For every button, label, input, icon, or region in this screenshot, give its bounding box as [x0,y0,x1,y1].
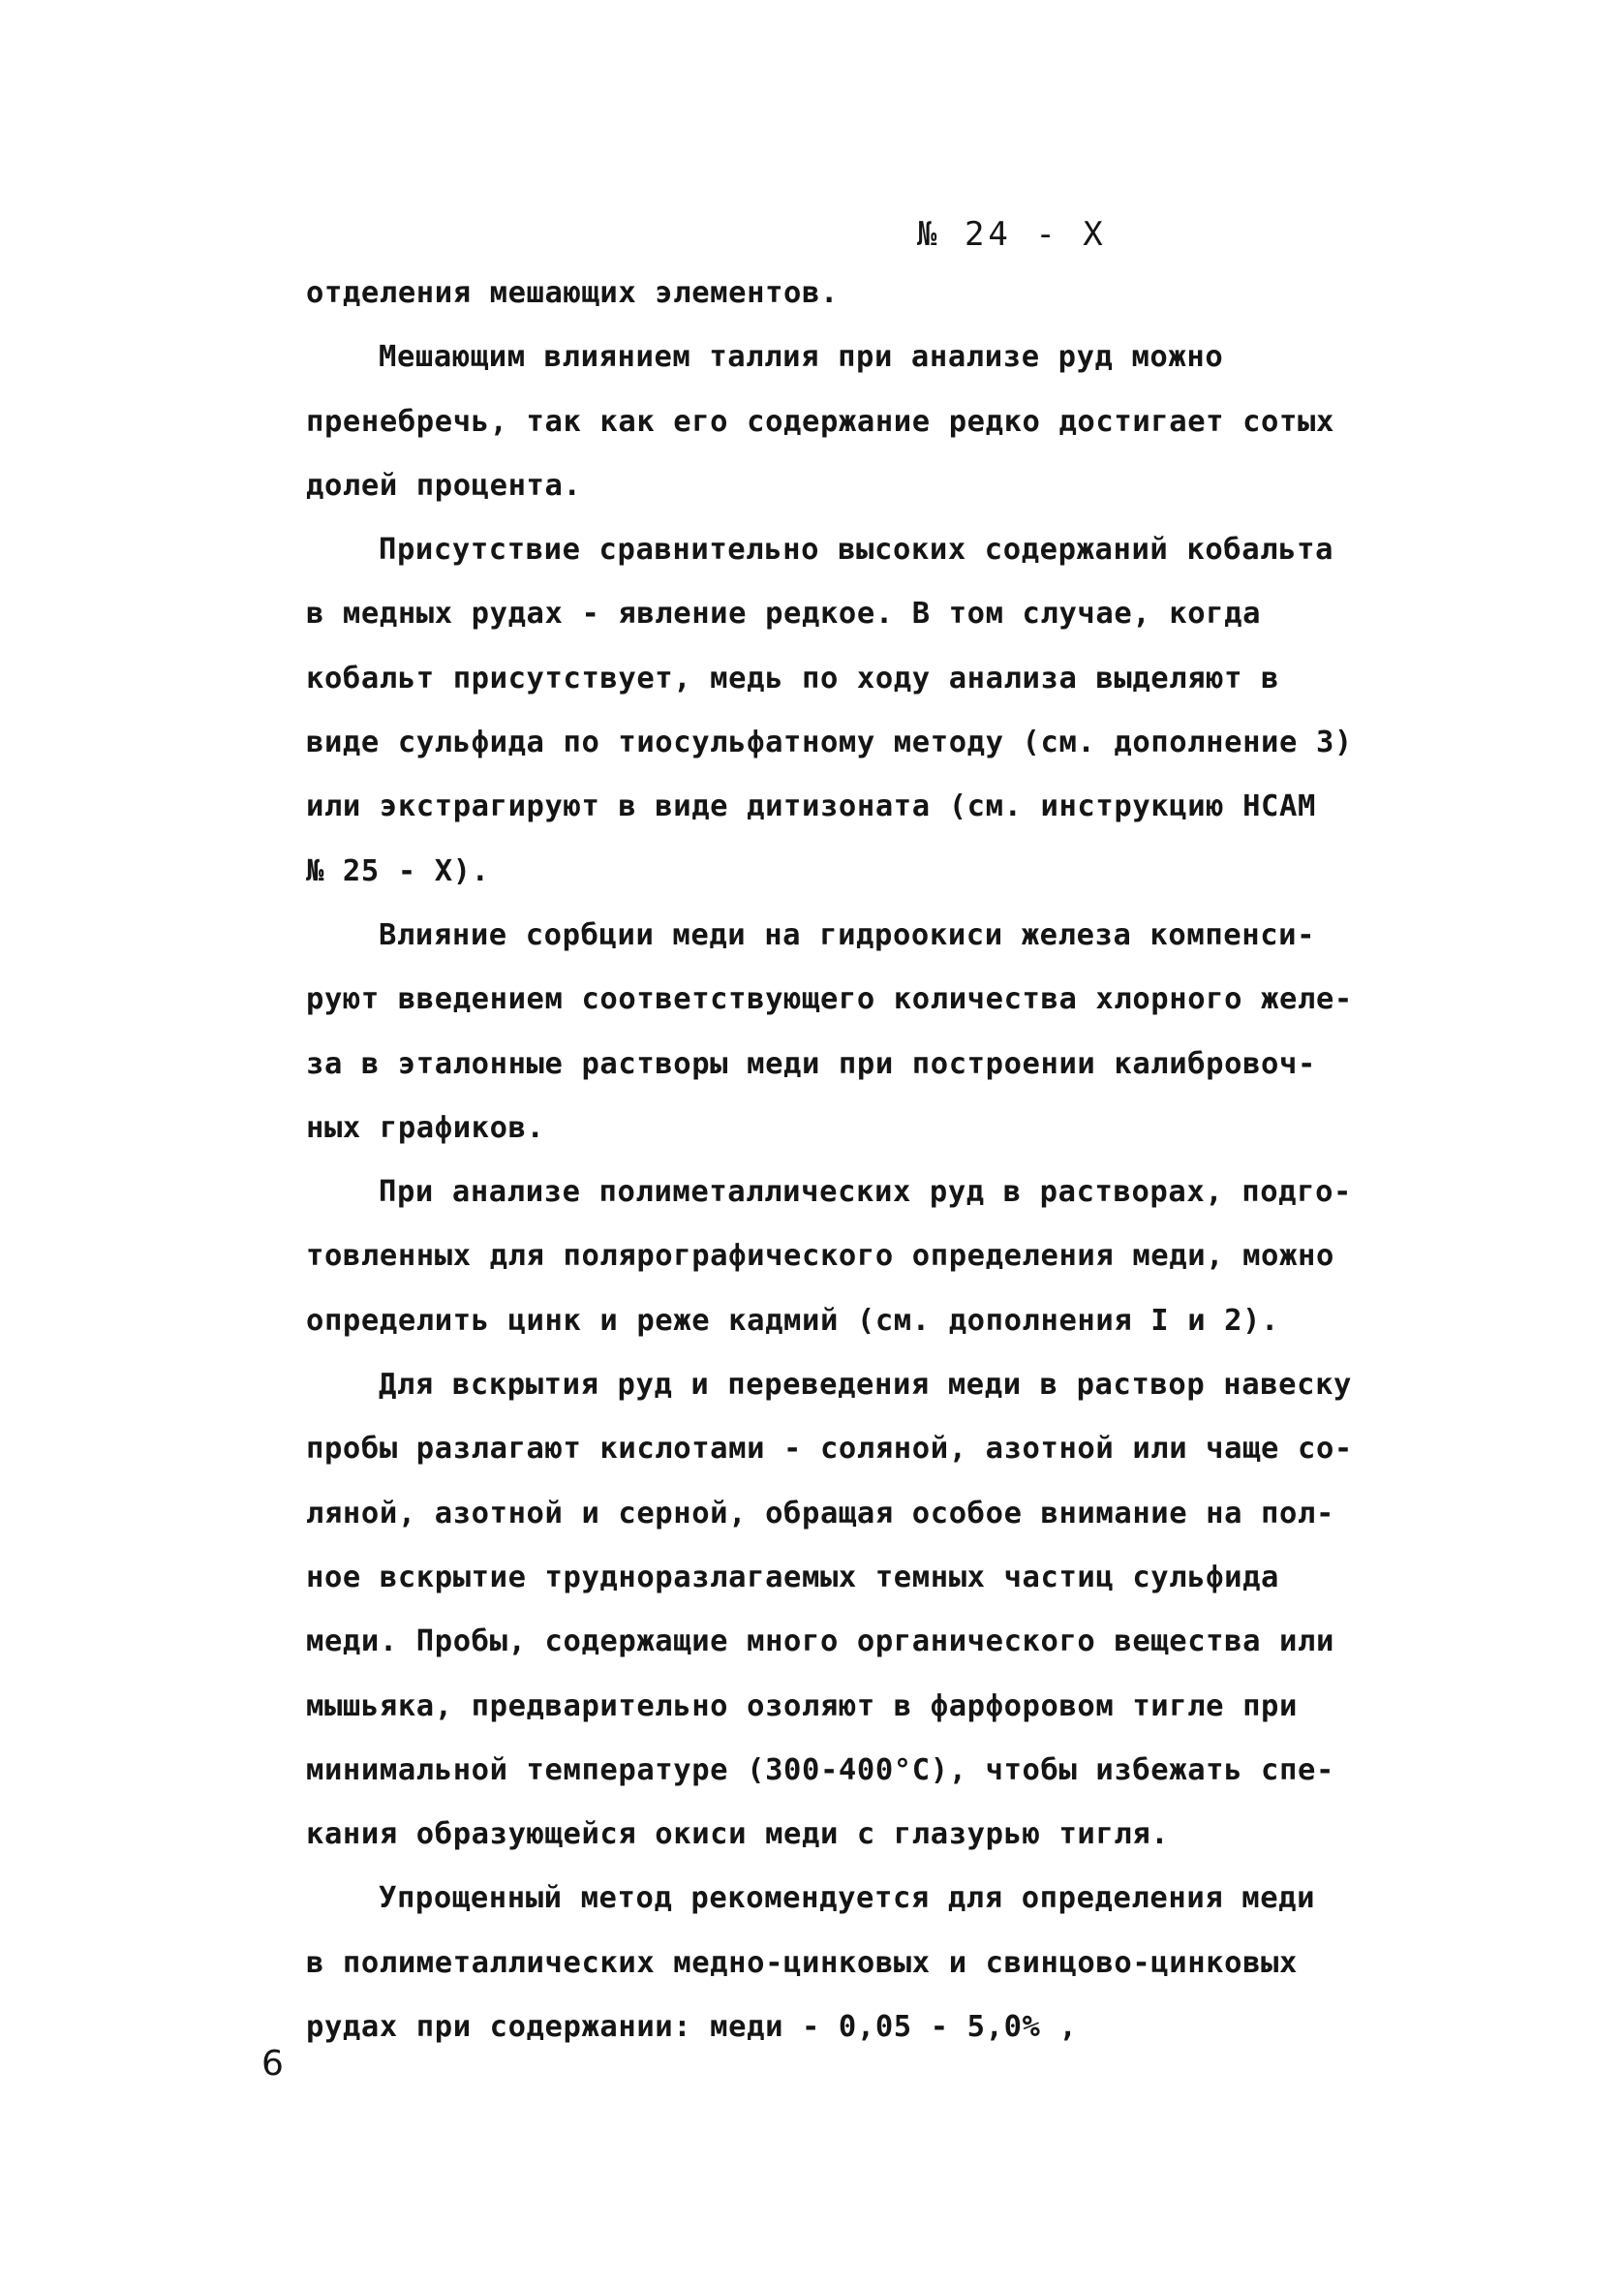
text-line: товленных для полярографического определения меди, можно [306,1239,1334,1274]
text-line: определить цинк и реже кадмий (см. дополнения I и 2). [306,1303,1280,1338]
text-line: или экстрагируют в виде дитизоната (см. инструкцию НСАМ [306,789,1316,824]
text-line: в медных рудах - явление редкое. В том случае, когда [306,597,1262,632]
text-line: Мешающим влиянием таллия при анализе руд можно [379,340,1224,375]
body-text [306,262,1362,2059]
document-number: № 24 - Х [917,215,1107,254]
text-line: Упрощенный метод рекомендуется для определения меди [379,1881,1316,1916]
text-line: пробы разлагают кислотами - соляной, азотной или чаще со- [306,1432,1353,1467]
text-line: При анализе полиметаллических руд в растворах, подго- [379,1175,1353,1210]
text-line: отделения мешающих элементов. [306,276,839,310]
text-line: рудах при содержании: меди - 0,05 - 5,0% , [306,2010,1078,2045]
text-line: минимальной температуре (300-400°С), чтобы избежать спе- [306,1752,1334,1787]
text-line: ляной, азотной и серной, обращая особое внимание на пол- [306,1496,1334,1530]
text-line: за в эталонные растворы меди при построении калибровоч- [306,1046,1316,1081]
text-line: долей процента. [306,468,582,503]
text-line: Влияние сорбции меди на гидроокиси железа компенси- [379,917,1316,952]
text-line: Присутствие сравнительно высоких содержаний кобальта [379,533,1334,568]
text-line: Для вскрытия руд и переведения меди в раствор навеску [379,1368,1353,1403]
text-line: меди. Пробы, содержащие много органического вещества или [306,1624,1334,1659]
text-line: № 25 - Х). [306,853,490,888]
text-line: пренебречь, так как его содержание редко достигает сотых [306,404,1334,439]
text-line: мышьяка, предварительно озоляют в фарфоровом тигле при [306,1688,1298,1723]
page-number: 6 [261,2044,284,2084]
text-line: в полиметаллических медно-цинковых и свинцово-цинковых [306,1945,1298,1980]
text-line: кания образующейся окиси меди с глазурью тигля. [306,1817,1170,1852]
text-line: руют введением соответствующего количества хлорного желе- [306,982,1353,1017]
text-line: ное вскрытие трудноразлагаемых темных частиц сульфида [306,1560,1280,1594]
text-line: ных графиков. [306,1110,545,1145]
text-line: виде сульфида по тиосульфатному методу (см. дополнение 3) [306,726,1353,760]
text-line: кобальт присутствует, медь по ходу анализа выделяют в [306,661,1280,696]
